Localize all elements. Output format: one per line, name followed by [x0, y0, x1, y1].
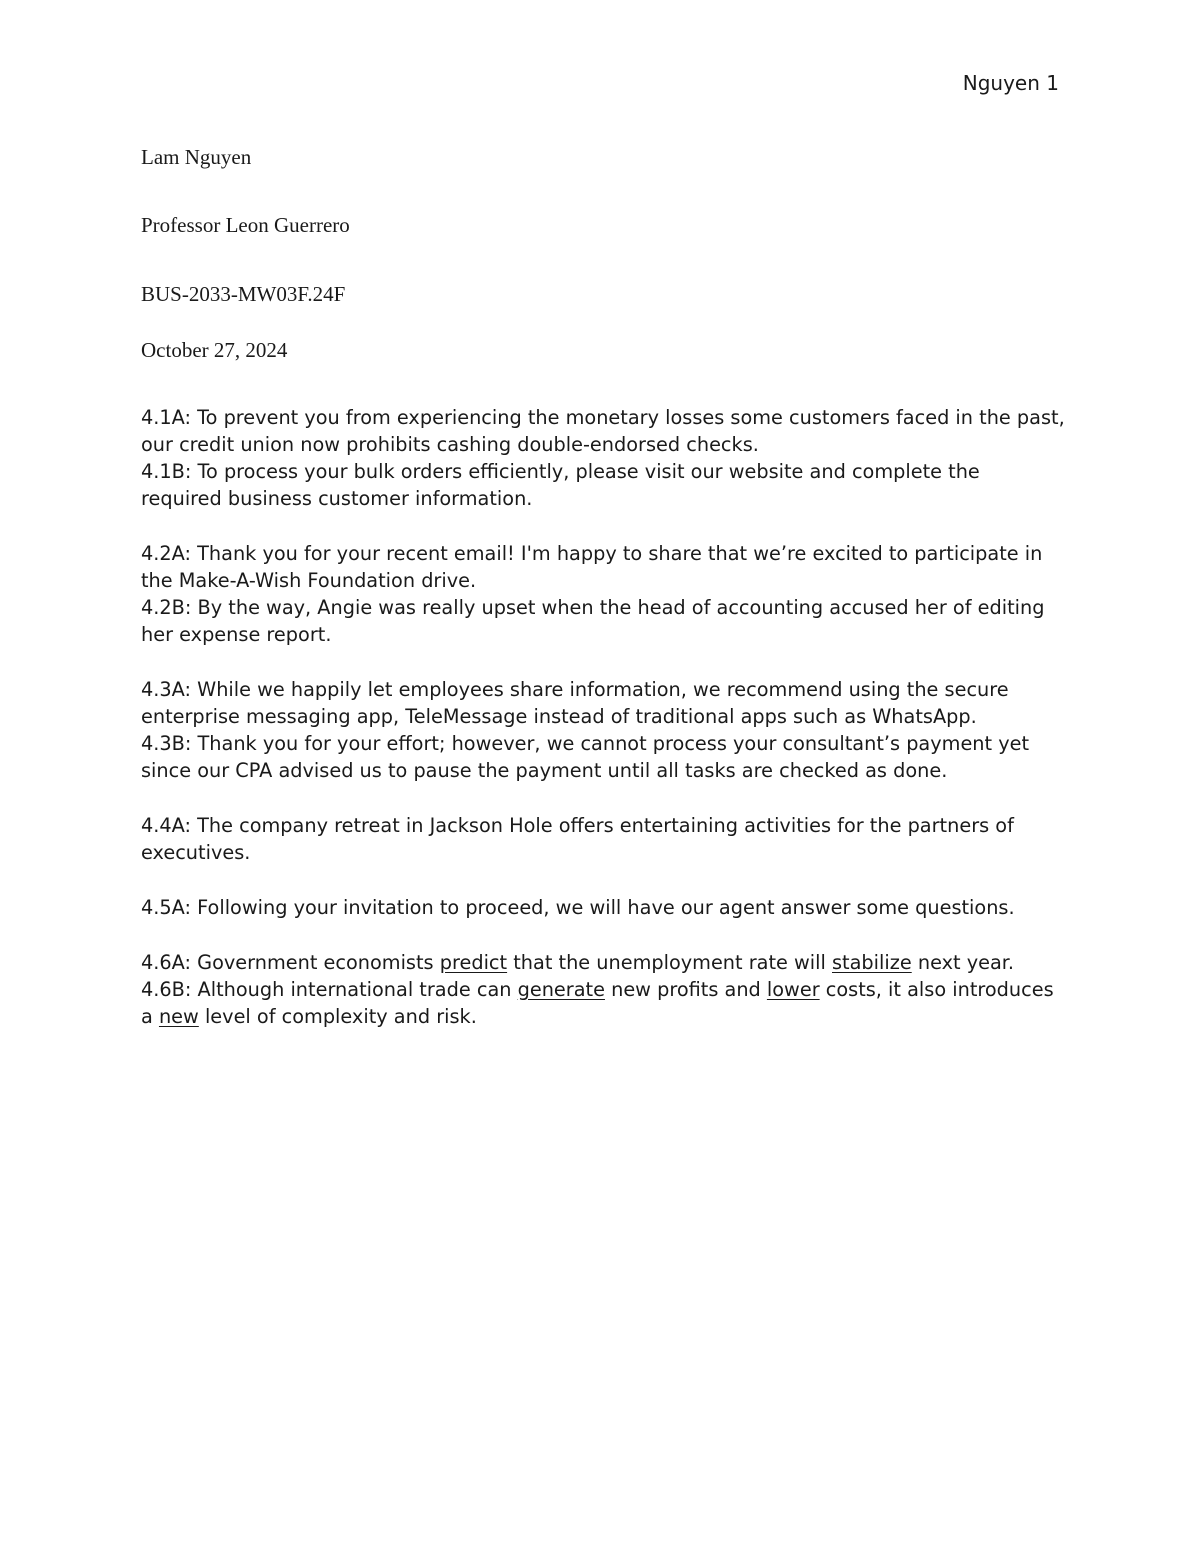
- answer-group-4-3: [141, 676, 1066, 784]
- answer-4-6b-text-4: level of complexity and risk.: [198, 1005, 477, 1028]
- answer-4-5a: 4.5A: Following your invitation to proceed, we will have our agent answer some questions.: [141, 896, 1015, 919]
- underlined-word-lower: lower: [766, 978, 820, 1001]
- running-head: Nguyen 1: [962, 71, 1059, 95]
- answer-group-4-5: [141, 894, 1066, 921]
- answer-4-2b: 4.2B: By the way, Angie was really upset when the head of accounting accused her of editing her expense report.: [141, 596, 1045, 646]
- answer-4-6a-text-2: that the unemployment rate will: [507, 951, 832, 974]
- answer-4-4a: 4.4A: The company retreat in Jackson Hole offers entertaining activities for the partners of executives.: [141, 814, 1014, 864]
- answer-group-4-6: [141, 949, 1066, 1030]
- answer-group-4-1: [141, 404, 1066, 512]
- student-name: Lam Nguyen: [141, 145, 252, 169]
- answer-4-3a: 4.3A: While we happily let employees share information, we recommend using the secure enterprise messaging app, TeleMessage instead of traditional apps such as WhatsApp.: [141, 678, 1009, 728]
- answer-4-6b-text-3: costs, it also introduces a: [141, 978, 1054, 1028]
- answer-group-4-2: [141, 540, 1066, 648]
- answer-4-2a: 4.2A: Thank you for your recent email! I'm happy to share that we’re excited to participate in the Make-A-Wish Foundation drive.: [141, 542, 1043, 592]
- answer-4-6b-text-1: 4.6B: Although international trade can: [141, 978, 518, 1001]
- assignment-date: October 27, 2024: [141, 338, 288, 362]
- underlined-word-stabilize: stabilize: [832, 951, 912, 974]
- underlined-word-new: new: [158, 1005, 199, 1028]
- answer-4-1a: 4.1A: To prevent you from experiencing the monetary losses some customers faced in the past, our credit union now prohibits cashing double-endorsed checks.: [141, 406, 1065, 456]
- answer-4-6a-text-3: next year.: [911, 951, 1015, 974]
- professor-name: Professor Leon Guerrero: [141, 213, 350, 237]
- answer-4-1b: 4.1B: To process your bulk orders efficiently, please visit our website and complete the required business customer information.: [141, 460, 980, 510]
- answer-4-6a: [141, 949, 1066, 976]
- answer-4-6b: [141, 976, 1066, 1030]
- answers-body: [141, 404, 1066, 1058]
- underlined-word-predict: predict: [439, 951, 508, 974]
- answer-4-6a-text-1: 4.6A: Government economists: [141, 951, 440, 974]
- answer-4-3b: 4.3B: Thank you for your effort; however, we cannot process your consultant’s payment yet since our CPA advised us to pause the payment until all tasks are checked as done.: [141, 732, 1030, 782]
- answer-4-6b-text-2: new profits and: [604, 978, 767, 1001]
- answer-group-4-4: [141, 812, 1066, 866]
- course-code: BUS-2033-MW03F.24F: [141, 282, 346, 306]
- underlined-word-generate: generate: [517, 978, 605, 1001]
